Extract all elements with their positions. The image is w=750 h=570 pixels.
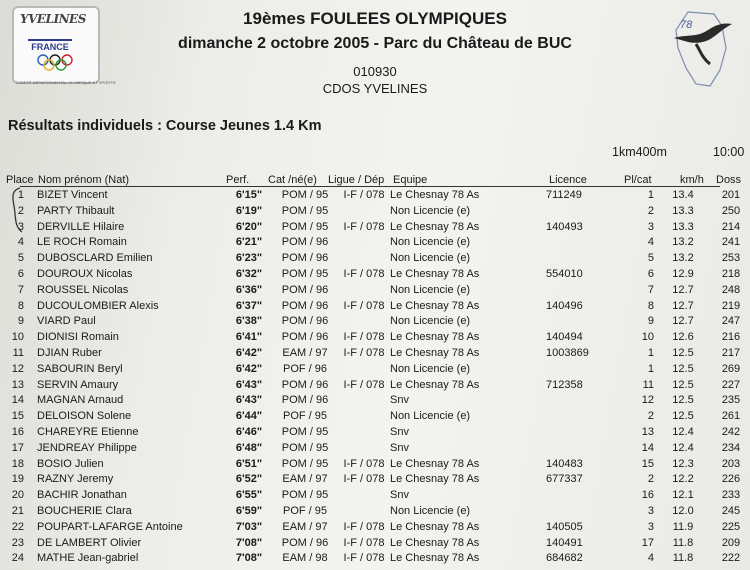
cell-club: Le Chesnay 78 As xyxy=(390,268,480,280)
cell-place: 17 xyxy=(11,441,24,454)
cell-cat: POM / 95 xyxy=(281,268,329,280)
cell-plcat: 16 xyxy=(641,489,654,502)
cell-name: DERVILLE Hilaire xyxy=(37,220,125,233)
cell-place: 5 xyxy=(17,252,24,265)
header-rule xyxy=(20,186,720,187)
table-row xyxy=(0,410,750,425)
cell-perf: 6'21" xyxy=(235,236,263,249)
header-name: Nom prénom (Nat) xyxy=(38,174,130,186)
cell-club: Le Chesnay 78 As xyxy=(390,552,480,565)
cell-place: 3 xyxy=(17,220,24,233)
cell-place: 4 xyxy=(17,236,24,249)
cell-kmh: 12.5 xyxy=(672,410,694,423)
cell-cat: POF / 95 xyxy=(282,410,328,423)
cell-plcat: 11 xyxy=(642,378,654,391)
cell-plcat: 2 xyxy=(647,410,654,423)
cell-kmh: 11.8 xyxy=(672,536,694,549)
cell-club: Le Chesnay 78 As xyxy=(390,378,480,391)
cell-perf: 7'08" xyxy=(235,552,263,565)
cell-name: LE ROCH Romain xyxy=(37,236,127,249)
table-row xyxy=(0,458,750,473)
table-row xyxy=(0,379,750,394)
cell-place: 13 xyxy=(11,378,24,391)
cell-doss: 269 xyxy=(721,362,741,375)
cell-licence: 140483 xyxy=(546,457,583,470)
cell-doss: 217 xyxy=(721,347,741,359)
cell-licence: 684682 xyxy=(546,552,583,565)
header-perf: Perf. xyxy=(226,174,250,186)
header-doss: Doss xyxy=(716,174,742,186)
cell-doss: 241 xyxy=(721,236,741,249)
cell-place: 19 xyxy=(11,473,24,486)
cell-place: 12 xyxy=(11,362,24,375)
cell-licence: 554010 xyxy=(546,268,583,280)
cell-perf: 6'44" xyxy=(235,410,263,423)
cell-perf: 6'32" xyxy=(235,268,263,280)
cell-name: DUCOULOMBIER Alexis xyxy=(37,299,159,312)
cell-doss: 253 xyxy=(721,252,741,265)
cell-club: Non Licencie (e) xyxy=(390,505,471,517)
cell-place: 1 xyxy=(17,189,24,201)
table-row xyxy=(0,331,750,346)
cell-ligue: I-F / 078 xyxy=(343,552,385,565)
cell-cat: POM / 96 xyxy=(281,283,329,296)
cell-perf: 6'36" xyxy=(235,283,263,296)
cell-kmh: 12.5 xyxy=(672,362,694,375)
cell-kmh: 11.9 xyxy=(672,520,694,533)
cell-cat: POM / 95 xyxy=(281,489,329,502)
cell-place: 9 xyxy=(17,315,24,328)
table-row xyxy=(0,300,750,315)
cell-name: BOSIO Julien xyxy=(37,457,104,470)
cell-doss: 242 xyxy=(721,426,741,438)
table-row xyxy=(0,552,750,567)
cell-perf: 6'51" xyxy=(235,457,263,470)
cell-plcat: 1 xyxy=(647,347,654,359)
table-row xyxy=(0,221,750,236)
cell-ligue: I-F / 078 xyxy=(343,331,385,344)
cell-cat: EAM / 97 xyxy=(282,473,328,486)
cell-club: Le Chesnay 78 As xyxy=(390,457,480,470)
cell-perf: 6'43" xyxy=(235,378,263,391)
cell-kmh: 11.8 xyxy=(672,552,694,565)
table-row xyxy=(0,473,750,488)
cell-ligue: I-F / 078 xyxy=(343,378,385,391)
cell-perf: 6'43" xyxy=(235,394,263,407)
cell-ligue: I-F / 078 xyxy=(343,536,385,549)
cell-plcat: 14 xyxy=(641,441,654,454)
cell-kmh: 13.3 xyxy=(672,220,694,233)
cell-cat: POF / 96 xyxy=(282,362,328,375)
cell-plcat: 12 xyxy=(641,394,654,407)
cell-plcat: 6 xyxy=(647,268,654,280)
cell-cat: POM / 95 xyxy=(281,426,329,438)
cell-doss: 250 xyxy=(721,204,741,217)
cell-perf: 6'55" xyxy=(235,489,263,502)
cell-cat: POF / 95 xyxy=(282,505,328,517)
cell-plcat: 15 xyxy=(641,457,654,470)
cell-club: Le Chesnay 78 As xyxy=(390,189,480,201)
cell-doss: 219 xyxy=(721,299,741,312)
cell-name: MATHE Jean-gabriel xyxy=(37,552,139,565)
cell-name: SABOURIN Beryl xyxy=(37,362,123,375)
cell-club: Non Licencie (e) xyxy=(390,410,471,423)
cell-kmh: 12.7 xyxy=(672,283,694,296)
cell-club: Le Chesnay 78 As xyxy=(390,299,480,312)
cell-name: RAZNY Jeremy xyxy=(37,473,114,486)
cell-place: 23 xyxy=(11,536,24,549)
cell-perf: 6'15" xyxy=(235,189,263,201)
cell-doss: 216 xyxy=(721,331,741,344)
header-club: Equipe xyxy=(393,174,428,186)
race-time: 10:00 xyxy=(713,145,745,159)
cell-cat: POM / 95 xyxy=(281,220,329,233)
table-row xyxy=(0,537,750,552)
header-plcat: Pl/cat xyxy=(624,174,652,186)
cell-perf: 7'08" xyxy=(235,536,263,549)
logo-78-text: 78 xyxy=(680,19,693,31)
cell-name: BIZET Vincent xyxy=(37,189,108,201)
cell-licence: 140494 xyxy=(546,331,583,344)
cell-kmh: 12.4 xyxy=(672,441,694,454)
cell-club: Le Chesnay 78 As xyxy=(390,331,480,344)
cell-doss: 222 xyxy=(721,552,741,565)
cell-club: Non Licencie (e) xyxy=(390,252,471,265)
cell-place: 20 xyxy=(11,489,24,502)
cell-name: CHAREYRE Etienne xyxy=(37,426,139,438)
cell-club: Non Licencie (e) xyxy=(390,236,471,249)
cell-plcat: 1 xyxy=(647,362,654,375)
cell-ligue: I-F / 078 xyxy=(343,473,385,486)
cell-ligue: I-F / 078 xyxy=(343,268,385,280)
cell-kmh: 12.5 xyxy=(672,347,694,359)
cell-plcat: 10 xyxy=(641,331,654,344)
cell-name: DJIAN Ruber xyxy=(37,347,102,359)
cell-plcat: 3 xyxy=(647,520,654,533)
cell-plcat: 8 xyxy=(647,299,654,312)
cell-kmh: 13.4 xyxy=(672,189,694,201)
cell-doss: 203 xyxy=(721,457,741,470)
cell-licence: 140491 xyxy=(546,536,583,549)
cell-kmh: 12.3 xyxy=(672,457,694,470)
cell-ligue: I-F / 078 xyxy=(343,220,385,233)
cell-place: 11 xyxy=(12,347,24,359)
cell-doss: 233 xyxy=(721,489,741,502)
cell-club: Le Chesnay 78 As xyxy=(390,536,480,549)
table-row xyxy=(0,505,750,520)
cell-kmh: 13.2 xyxy=(672,252,694,265)
cell-name: SERVIN Amaury xyxy=(37,378,119,391)
cell-place: 18 xyxy=(11,457,24,470)
cell-club: Snv xyxy=(390,489,409,502)
cell-doss: 225 xyxy=(721,520,741,533)
cell-club: Snv xyxy=(390,394,409,407)
cell-perf: 6'46" xyxy=(235,426,263,438)
header-licence: Licence xyxy=(549,174,587,186)
cell-name: DE LAMBERT Olivier xyxy=(37,536,142,549)
cell-doss: 214 xyxy=(721,220,741,233)
cell-cat: POM / 96 xyxy=(281,536,329,549)
cell-cat: EAM / 97 xyxy=(282,347,328,359)
cell-cat: POM / 96 xyxy=(281,236,329,249)
cell-cat: POM / 96 xyxy=(281,252,329,265)
cell-place: 15 xyxy=(11,410,24,423)
cell-kmh: 13.2 xyxy=(672,236,694,249)
cell-kmh: 12.5 xyxy=(672,394,694,407)
cell-name: BOUCHERIE Clara xyxy=(37,505,132,517)
cell-doss: 201 xyxy=(721,189,741,201)
race-distance: 1km400m xyxy=(612,145,667,159)
table-row xyxy=(0,394,750,409)
cell-plcat: 2 xyxy=(647,204,654,217)
cell-place: 14 xyxy=(11,394,24,407)
cell-plcat: 5 xyxy=(647,252,654,265)
cell-kmh: 12.6 xyxy=(672,331,694,344)
header-kmh: km/h xyxy=(680,174,704,186)
cell-cat: POM / 95 xyxy=(281,457,329,470)
cell-licence: 711249 xyxy=(546,189,582,201)
cell-perf: 6'52" xyxy=(235,473,263,486)
cell-plcat: 4 xyxy=(647,236,654,249)
cell-club: Non Licencie (e) xyxy=(390,283,471,296)
cell-name: JENDREAY Philippe xyxy=(37,441,137,454)
cell-cat: EAM / 98 xyxy=(282,552,328,565)
cell-plcat: 3 xyxy=(647,505,654,517)
cell-perf: 6'41" xyxy=(235,331,263,344)
cell-licence: 712358 xyxy=(546,378,583,391)
cell-club: Le Chesnay 78 As xyxy=(390,520,480,533)
cell-name: DELOISON Solene xyxy=(37,410,132,423)
cell-cat: POM / 96 xyxy=(281,315,329,328)
cell-club: Le Chesnay 78 As xyxy=(390,473,480,486)
cell-doss: 261 xyxy=(721,410,741,423)
table-row xyxy=(0,442,750,457)
cell-plcat: 4 xyxy=(647,552,654,565)
cell-kmh: 12.7 xyxy=(672,299,694,312)
table-row xyxy=(0,205,750,220)
cell-perf: 6'48" xyxy=(235,441,263,454)
table-row xyxy=(0,426,750,441)
cell-perf: 6'23" xyxy=(235,252,263,265)
cell-licence: 140496 xyxy=(546,299,583,312)
cell-kmh: 12.4 xyxy=(672,426,694,438)
cell-doss: 234 xyxy=(721,441,741,454)
cell-ligue: I-F / 078 xyxy=(343,347,385,359)
cell-licence: 140493 xyxy=(546,220,583,233)
cell-name: DOUROUX Nicolas xyxy=(37,268,133,280)
cell-place: 2 xyxy=(17,204,24,217)
cell-plcat: 1 xyxy=(647,189,654,201)
cell-club: Snv xyxy=(390,441,409,454)
cell-perf: 7'03" xyxy=(235,520,263,533)
cell-perf: 6'59" xyxy=(235,505,263,517)
cell-club: Le Chesnay 78 As xyxy=(390,220,480,233)
cell-doss: 247 xyxy=(721,315,741,328)
cell-perf: 6'37" xyxy=(235,299,263,312)
logo-yvelines-text: YVELINES xyxy=(20,12,86,26)
table-row xyxy=(0,268,750,283)
cell-ligue: I-F / 078 xyxy=(343,520,385,533)
cell-kmh: 12.7 xyxy=(672,315,694,328)
cell-doss: 218 xyxy=(721,268,741,280)
header-ligue: Ligue / Dép xyxy=(328,174,385,186)
table-row xyxy=(0,347,750,362)
table-row xyxy=(0,363,750,378)
cell-ligue: I-F / 078 xyxy=(343,299,385,312)
cell-kmh: 13.3 xyxy=(672,204,694,217)
cell-name: ROUSSEL Nicolas xyxy=(37,283,129,296)
table-row xyxy=(0,284,750,299)
cell-cat: POM / 96 xyxy=(281,299,329,312)
cell-name: PARTY Thibault xyxy=(37,204,115,217)
cell-name: DUBOSCLARD Emilien xyxy=(37,252,153,265)
cell-doss: 209 xyxy=(721,536,741,549)
table-row xyxy=(0,236,750,251)
cell-name: MAGNAN Arnaud xyxy=(37,394,124,407)
cell-kmh: 12.1 xyxy=(672,489,694,502)
cell-perf: 6'42" xyxy=(235,362,263,375)
cell-name: POUPART-LAFARGE Antoine xyxy=(37,520,183,533)
cell-name: DIONISI Romain xyxy=(37,331,119,344)
table-row xyxy=(0,252,750,267)
cell-place: 6 xyxy=(17,268,24,280)
cell-plcat: 9 xyxy=(647,315,654,328)
cell-place: 22 xyxy=(11,520,24,533)
table-row xyxy=(0,521,750,536)
cell-cat: POM / 96 xyxy=(281,331,329,344)
cell-plcat: 13 xyxy=(641,426,654,438)
cell-licence: 677337 xyxy=(546,473,583,486)
logo-france-text: FRANCE xyxy=(28,39,72,52)
cell-doss: 235 xyxy=(721,394,741,407)
cell-kmh: 12.0 xyxy=(672,505,694,517)
cell-kmh: 12.9 xyxy=(672,268,694,280)
cell-ligue: I-F / 078 xyxy=(343,457,385,470)
cell-place: 10 xyxy=(11,331,24,344)
cell-plcat: 2 xyxy=(647,473,654,486)
cell-club: Non Licencie (e) xyxy=(390,204,471,217)
cell-ligue: I-F / 078 xyxy=(343,189,385,201)
header-place: Place xyxy=(6,174,34,186)
cell-doss: 227 xyxy=(721,378,741,391)
cell-doss: 245 xyxy=(721,505,741,517)
header-cat: Cat /né(e) xyxy=(268,174,317,186)
cell-perf: 6'19" xyxy=(235,204,263,217)
cell-kmh: 12.2 xyxy=(672,473,694,486)
organizer: CDOS YVELINES xyxy=(322,81,428,96)
cell-place: 21 xyxy=(11,505,24,517)
event-code: 010930 xyxy=(353,64,397,79)
cell-place: 16 xyxy=(11,426,24,438)
cell-place: 8 xyxy=(17,299,24,312)
cell-cat: POM / 96 xyxy=(281,394,329,407)
cell-cat: POM / 95 xyxy=(281,189,329,201)
cell-plcat: 7 xyxy=(647,283,654,296)
cell-place: 7 xyxy=(17,283,24,296)
cell-cat: POM / 95 xyxy=(281,204,329,217)
cell-name: VIARD Paul xyxy=(37,315,96,328)
cell-club: Non Licencie (e) xyxy=(390,362,471,375)
section-title: Résultats individuels : Course Jeunes 1.4 Km xyxy=(8,118,322,134)
cell-name: BACHIR Jonathan xyxy=(37,489,127,502)
cell-club: Snv xyxy=(390,426,409,438)
table-row xyxy=(0,189,750,204)
cell-licence: 140505 xyxy=(546,520,583,533)
cell-cat: POM / 96 xyxy=(281,378,329,391)
cell-club: Le Chesnay 78 As xyxy=(390,347,480,359)
table-row xyxy=(0,489,750,504)
cell-doss: 226 xyxy=(721,473,741,486)
cell-perf: 6'42" xyxy=(235,347,263,359)
cell-perf: 6'38" xyxy=(235,315,263,328)
cell-club: Non Licencie (e) xyxy=(390,315,471,328)
logo-caption: COMITÉ DÉPARTEMENTAL OLYMPIQUE ET SPORTIF xyxy=(16,80,117,85)
cell-cat: POM / 95 xyxy=(281,441,329,454)
cell-place: 24 xyxy=(11,552,24,565)
cell-kmh: 12.5 xyxy=(672,378,694,391)
table-row xyxy=(0,315,750,330)
cell-cat: EAM / 97 xyxy=(282,520,328,533)
cell-plcat: 17 xyxy=(641,536,654,549)
event-title: 19èmes FOULEES OLYMPIQUES xyxy=(243,9,507,28)
cell-perf: 6'20" xyxy=(235,220,263,233)
cell-doss: 248 xyxy=(721,283,741,296)
cell-plcat: 3 xyxy=(647,220,654,233)
event-date-location: dimanche 2 octobre 2005 - Parc du Château de BUC xyxy=(178,35,572,52)
cell-licence: 1003869 xyxy=(546,347,589,359)
